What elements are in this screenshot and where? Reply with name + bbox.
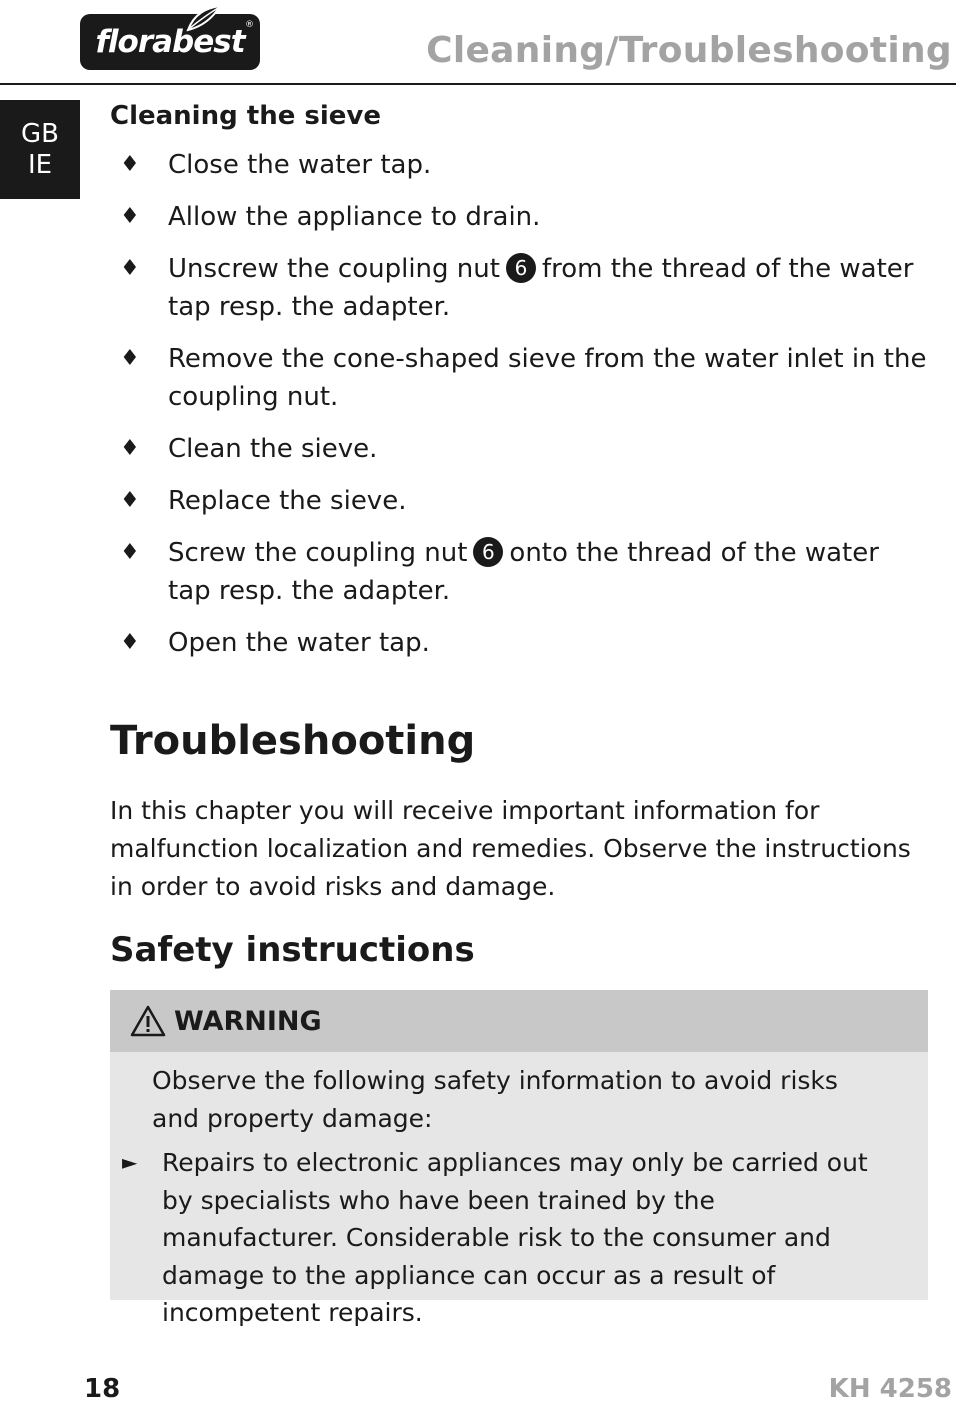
troubleshooting-intro: In this chapter you will receive important information for malfunction localization and remedies. Observe the instructions in order to avoid risks and damage. [110, 796, 911, 901]
step-text: Replace the sieve. [168, 486, 407, 516]
cleaning-step [110, 250, 928, 326]
warning-intro: Observe the following safety information to avoid risks and property damage: [152, 1066, 838, 1133]
step-text: Screw the coupling nut [168, 538, 468, 568]
step-text: Allow the appliance to drain. [168, 202, 541, 232]
diamond-bullet-icon: ♦ [120, 488, 140, 513]
cleaning-heading: Cleaning the sieve [110, 101, 381, 131]
part-number-badge: 6 [473, 537, 503, 567]
page-section-title: Cleaning/Troubleshooting [426, 30, 952, 71]
diamond-bullet-icon: ♦ [120, 256, 140, 281]
cleaning-step [110, 340, 928, 416]
diamond-bullet-icon: ♦ [120, 436, 140, 461]
cleaning-step [110, 430, 928, 468]
safety-heading: Safety instructions [110, 930, 475, 970]
language-tab [0, 100, 80, 199]
cleaning-step [110, 624, 928, 662]
cleaning-step [110, 146, 928, 184]
model-number: KH 4258 [828, 1374, 952, 1404]
warning-header [110, 990, 928, 1052]
diamond-bullet-icon: ♦ [120, 346, 140, 371]
warning-triangle-icon [130, 1005, 166, 1037]
step-text: Clean the sieve. [168, 434, 378, 464]
leaf-icon [186, 4, 222, 32]
lang-code-gb: GB [21, 119, 59, 149]
warning-label: WARNING [174, 1005, 322, 1037]
cleaning-step [110, 198, 928, 236]
step-text: Close the water tap. [168, 150, 432, 180]
cleaning-step [110, 534, 928, 610]
step-text: onto the thread of the water tap resp. the adapter. [168, 538, 879, 606]
part-number-badge: 6 [506, 253, 536, 283]
diamond-bullet-icon: ♦ [120, 152, 140, 177]
step-text: from the thread of the water tap resp. the adapter. [168, 254, 914, 322]
cleaning-section [110, 96, 930, 676]
diamond-bullet-icon: ♦ [120, 540, 140, 565]
cleaning-step [110, 482, 928, 520]
warning-item-text: Repairs to electronic appliances may only be carried out by specialists who have been trained by the manufacturer. Considerable risk to the consumer and damage to the appliance can occur as a result of incompetent repairs. [162, 1148, 868, 1327]
troubleshooting-heading: Troubleshooting [110, 718, 476, 764]
diamond-bullet-icon: ♦ [120, 630, 140, 655]
warning-box [110, 990, 928, 1327]
lang-code-ie: IE [27, 150, 53, 180]
step-text: Open the water tap. [168, 628, 430, 658]
warning-item [122, 1144, 882, 1332]
cleaning-steps-list [110, 146, 930, 662]
header-divider [0, 83, 956, 85]
diamond-bullet-icon: ♦ [120, 204, 140, 229]
logo-text: florabest [95, 24, 245, 60]
step-text: Unscrew the coupling nut [168, 254, 500, 284]
registered-mark: ® [245, 20, 254, 30]
arrow-bullet-icon: ► [122, 1150, 138, 1174]
step-text: Remove the cone-shaped sieve from the water inlet in the coupling nut. [168, 344, 927, 412]
brand-logo [80, 14, 260, 70]
page-number: 18 [84, 1374, 121, 1404]
